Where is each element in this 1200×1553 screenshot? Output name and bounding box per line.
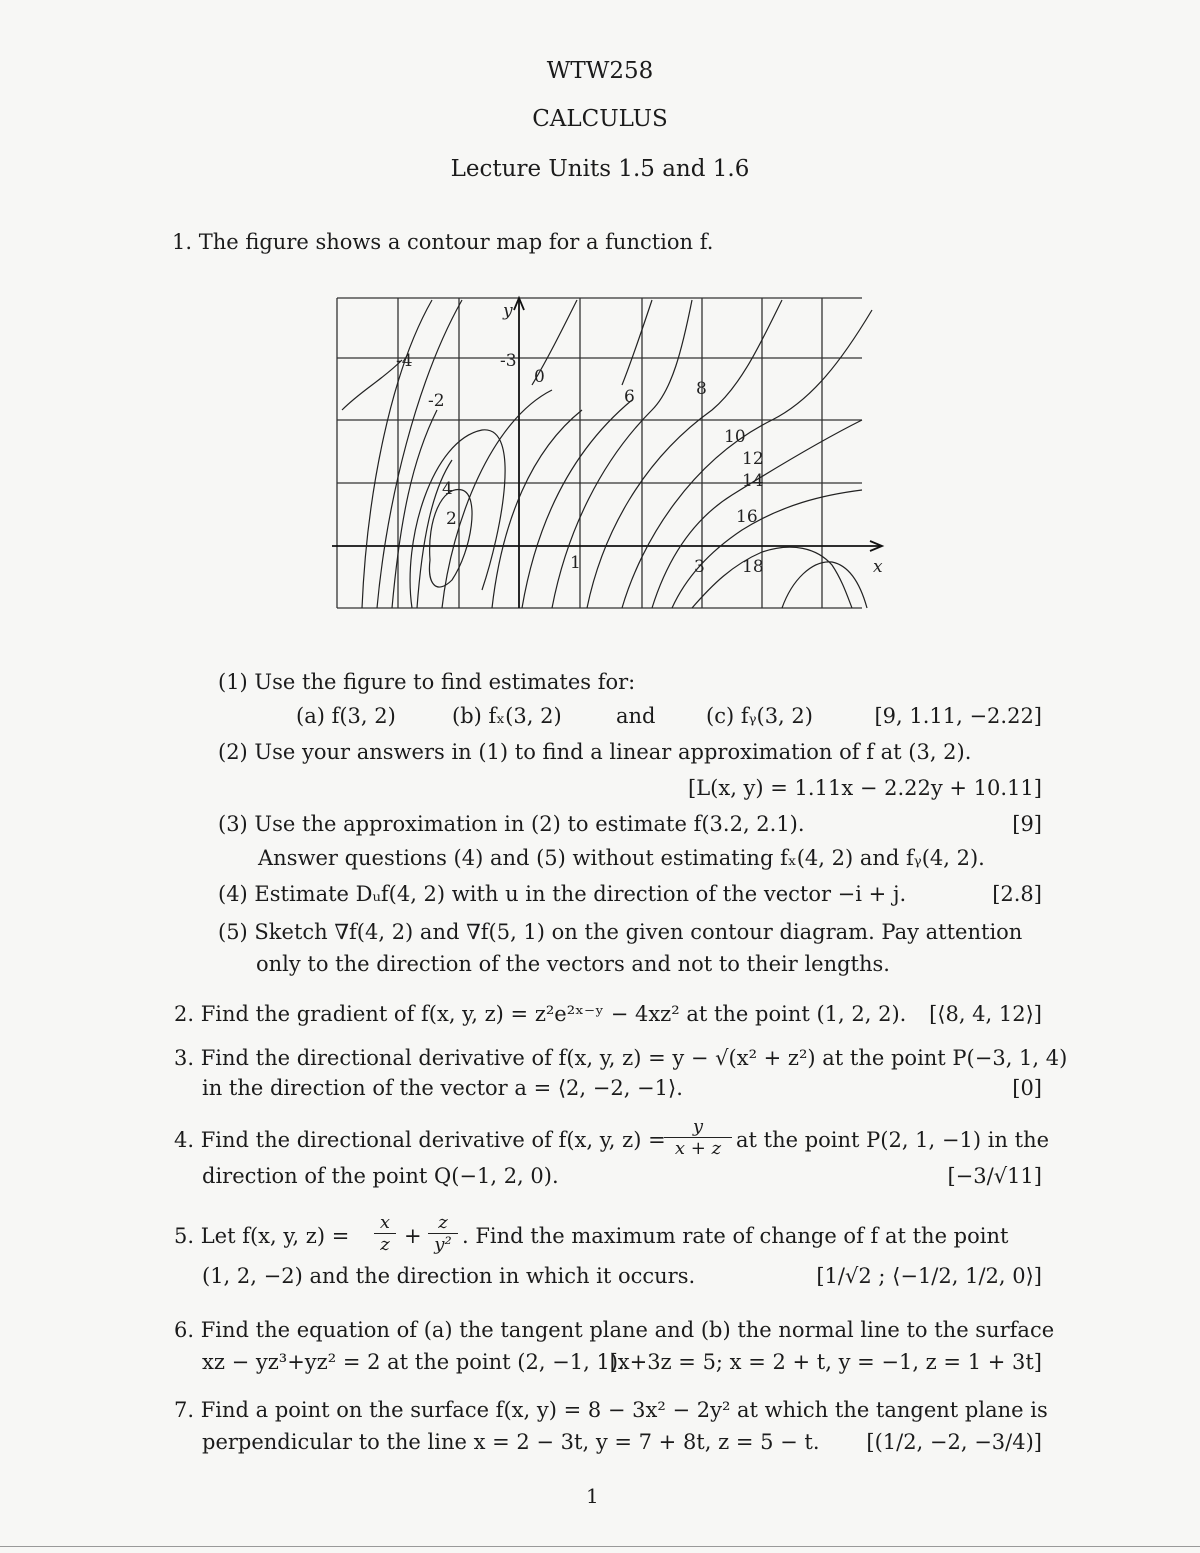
course-code: WTW258 (546, 58, 654, 84)
page-number: 1 (586, 1484, 599, 1508)
q7-answer: [(1/2, −2, −3/4)] (866, 1430, 1042, 1454)
lecture-units: Lecture Units 1.5 and 1.6 (450, 156, 750, 182)
axes (332, 298, 882, 608)
x-axis-label: x (873, 557, 883, 577)
q4-line1-post: at the point P(2, 1, −1) in the (736, 1128, 1050, 1152)
q1-part2-text: (2) Use your answers in (1) to find a linear approximation of f at (3, 2). (218, 740, 972, 764)
q5-answer: [1/√2 ; ⟨−1/2, 1/2, 0⟩] (816, 1264, 1042, 1288)
tick-label: 1 (570, 553, 581, 573)
q1-part1-and: and (616, 704, 656, 728)
contour-label: 12 (742, 449, 764, 469)
contour-label: 0 (534, 367, 545, 387)
contour-label: 4 (442, 479, 453, 499)
contour-label: 14 (742, 471, 764, 491)
q1-note: Answer questions (4) and (5) without estimating fₓ(4, 2) and fᵧ(4, 2). (258, 846, 985, 870)
q4-fraction (664, 1116, 732, 1159)
q2-answer: [⟨8, 4, 12⟩] (929, 1002, 1042, 1026)
q1-part3-text: (3) Use the approximation in (2) to estimate f(3.2, 2.1). (218, 812, 805, 836)
q5-fraction-2 (428, 1212, 458, 1255)
contour-label: 18 (742, 557, 764, 577)
q5-frac1-den: z (380, 1234, 390, 1255)
q1-part1a: (a) f(3, 2) (296, 704, 396, 728)
q1-part4-text: (4) Estimate Dᵤf(4, 2) with u in the direction of the vector −i + j. (218, 882, 907, 906)
q1-intro: 1. The figure shows a contour map for a function f. (172, 230, 714, 254)
q4-line1-pre: 4. Find the directional derivative of f(x, y, z) = (174, 1128, 666, 1152)
contour-label: 10 (724, 427, 746, 447)
contour-label: -2 (428, 391, 445, 411)
q2-text: 2. Find the gradient of f(x, y, z) = z²e²ˣ⁻ʸ − 4xz² at the point (1, 2, 2). (174, 1002, 907, 1026)
y-axis-label: y (503, 301, 513, 321)
q7-line2: perpendicular to the line x = 2 − 3t, y = 7 + 8t, z = 5 − t. (202, 1430, 820, 1454)
q5-fraction-1 (374, 1212, 396, 1255)
contour-label: -3 (500, 351, 517, 371)
q3-line1: 3. Find the directional derivative of f(x, y, z) = y − √(x² + z²) at the point P(−3, 1, 4) (174, 1046, 1068, 1070)
q3-answer: [0] (1012, 1076, 1042, 1100)
q6-line1: 6. Find the equation of (a) the tangent plane and (b) the normal line to the surface (174, 1318, 1055, 1342)
q1-part1c: (c) fᵧ(3, 2) (706, 704, 813, 728)
q7-line1: 7. Find a point on the surface f(x, y) = 8 − 3x² − 2y² at which the tangent plane is (174, 1398, 1048, 1422)
course-title: CALCULUS (532, 106, 668, 132)
q5-plus: + (404, 1224, 422, 1248)
q5-line1-pre: 5. Let f(x, y, z) = (174, 1224, 350, 1248)
q6-answer: [x+3z = 5; x = 2 + t, y = −1, z = 1 + 3t] (609, 1350, 1042, 1374)
q1-part5-line1: (5) Sketch ∇f(4, 2) and ∇f(5, 1) on the given contour diagram. Pay attention (218, 920, 1023, 944)
contour-label: 2 (446, 509, 457, 529)
q1-part2-answer: [L(x, y) = 1.11x − 2.22y + 10.11] (688, 776, 1042, 800)
contour-label: -4 (396, 351, 413, 371)
q4-frac-num: y (664, 1116, 732, 1138)
contour-map-figure (322, 290, 902, 610)
q4-frac-den: x + z (674, 1138, 722, 1159)
q5-frac2-num: z (428, 1212, 458, 1234)
q4-answer: [−3/√11] (947, 1164, 1042, 1188)
q5-frac1-num: x (374, 1212, 396, 1234)
contour-label: 8 (696, 379, 707, 399)
q1-part1-answer: [9, 1.11, −2.22] (874, 704, 1042, 728)
q6-line2: xz − yz³+yz² = 2 at the point (2, −1, 1). (202, 1350, 625, 1374)
q5-frac2-den: y² (434, 1234, 452, 1255)
tick-label: 3 (694, 557, 705, 577)
contour-label: 6 (624, 387, 635, 407)
contour-curves (342, 300, 872, 608)
contour-label: 16 (736, 507, 758, 527)
q1-part4-answer: [2.8] (992, 882, 1042, 906)
q1-part1b: (b) fₓ(3, 2) (452, 704, 562, 728)
q4-line2: direction of the point Q(−1, 2, 0). (202, 1164, 559, 1188)
q5-line1-post: . Find the maximum rate of change of f at the point (462, 1224, 1009, 1248)
q1-part1-text: (1) Use the figure to find estimates for: (218, 670, 636, 694)
q5-line2: (1, 2, −2) and the direction in which it occurs. (202, 1264, 696, 1288)
q1-part5-line2: only to the direction of the vectors and not to their lengths. (256, 952, 890, 976)
q3-line2: in the direction of the vector a = ⟨2, −2, −1⟩. (202, 1076, 683, 1100)
q1-part3-answer: [9] (1012, 812, 1042, 836)
page-bottom-edge (0, 1546, 1200, 1547)
